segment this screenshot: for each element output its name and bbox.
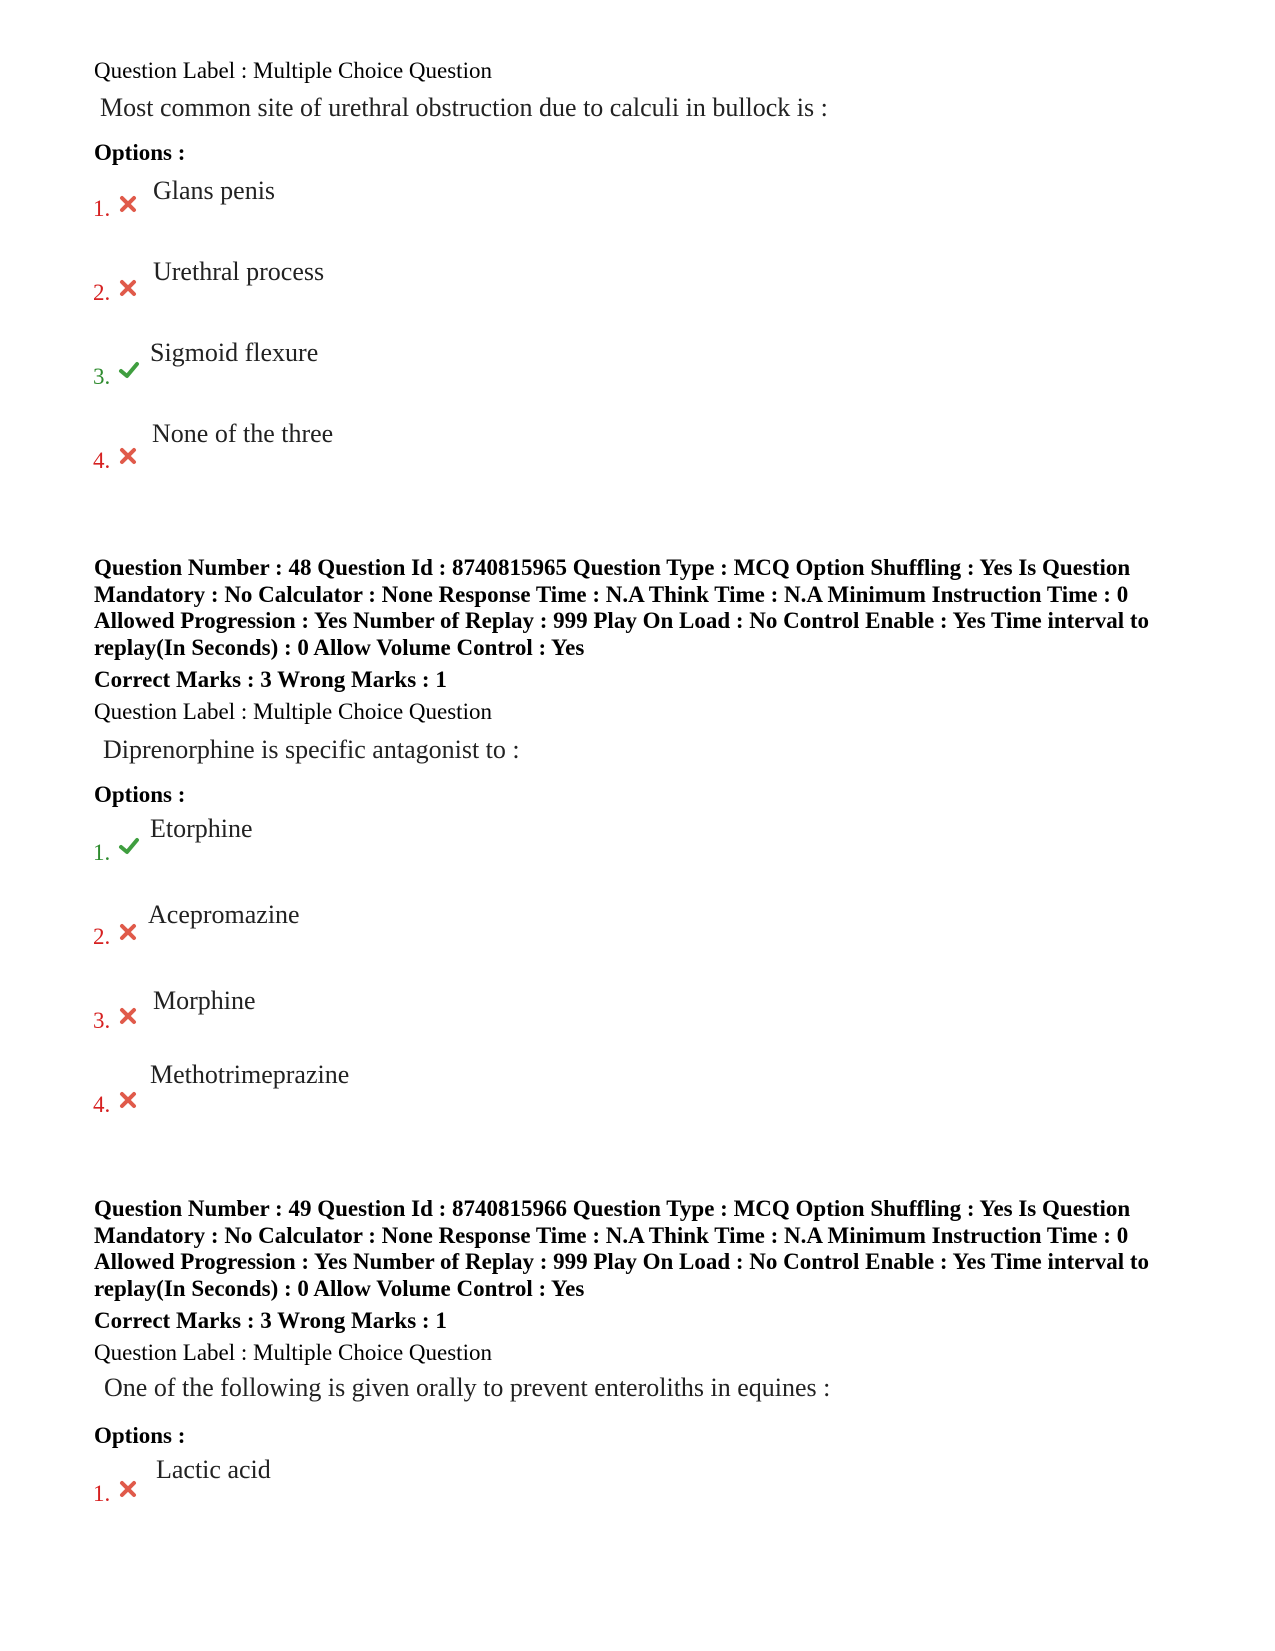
option-2	[0, 257, 600, 320]
question-meta: Question Number : 48 Question Id : 8740815965 Question Type : MCQ Option Shuffling : Yes Is Question Mandatory : No Calculator : None Response Time : N.A Think Time : N.A Minimum Instruction Time : 0 Allowed Progression : Yes Number of Replay : 999 Play On Load : No Control Enable : Yes Time interval to replay(In Seconds) : 0 Allow Volume Control : Yes	[94, 555, 1150, 660]
option-1	[0, 814, 600, 880]
option-number: 1.	[93, 196, 111, 221]
cross-icon	[118, 194, 138, 214]
check-icon	[118, 836, 140, 856]
question-marks: Correct Marks : 3 Wrong Marks : 1	[94, 1308, 447, 1333]
option-text: None of the three	[152, 419, 334, 448]
question-label: Question Label : Multiple Choice Question	[94, 58, 492, 83]
option-number: 1.	[93, 840, 111, 865]
option-4	[0, 419, 600, 488]
option-1	[0, 1455, 600, 1521]
option-text: Methotrimeprazine	[150, 1060, 350, 1089]
options-heading: Options :	[94, 782, 186, 807]
question-text: One of the following is given orally to prevent enteroliths in equines :	[104, 1373, 831, 1402]
option-text: Morphine	[153, 986, 256, 1015]
option-text: Glans penis	[153, 176, 276, 205]
option-text: Urethral process	[153, 257, 325, 286]
question-marks: Correct Marks : 3 Wrong Marks : 1	[94, 667, 447, 692]
option-text: Acepromazine	[148, 900, 300, 929]
option-3	[0, 988, 600, 1048]
cross-icon	[118, 1479, 138, 1499]
cross-icon	[118, 1006, 138, 1026]
option-number: 2.	[93, 280, 111, 305]
cross-icon	[118, 922, 138, 942]
option-4	[0, 1060, 600, 1132]
question-text: Most common site of urethral obstruction due to calculi in bullock is :	[100, 93, 828, 122]
cross-icon	[118, 1090, 138, 1110]
options-heading: Options :	[94, 1423, 186, 1448]
options-heading: Options :	[94, 140, 186, 165]
option-1	[0, 176, 600, 236]
question-label: Question Label : Multiple Choice Question	[94, 699, 492, 724]
question-meta: Question Number : 49 Question Id : 8740815966 Question Type : MCQ Option Shuffling : Yes Is Question Mandatory : No Calculator : None Response Time : N.A Think Time : N.A Minimum Instruction Time : 0 Allowed Progression : Yes Number of Replay : 999 Play On Load : No Control Enable : Yes Time interval to replay(In Seconds) : 0 Allow Volume Control : Yes	[94, 1196, 1150, 1301]
question-label: Question Label : Multiple Choice Question	[94, 1340, 492, 1365]
option-number: 2.	[93, 924, 111, 949]
option-text: Etorphine	[150, 814, 253, 843]
cross-icon	[118, 446, 138, 466]
check-icon	[118, 360, 140, 380]
question-text: Diprenorphine is specific antagonist to :	[103, 735, 520, 764]
option-number: 4.	[93, 448, 111, 473]
option-number: 1.	[93, 1481, 111, 1506]
option-number: 3.	[93, 364, 111, 389]
option-text: Sigmoid flexure	[150, 338, 319, 367]
option-2	[0, 900, 600, 964]
option-text: Lactic acid	[156, 1455, 271, 1484]
option-3	[0, 338, 600, 404]
cross-icon	[118, 278, 138, 298]
option-number: 3.	[93, 1008, 111, 1033]
option-number: 4.	[93, 1092, 111, 1117]
